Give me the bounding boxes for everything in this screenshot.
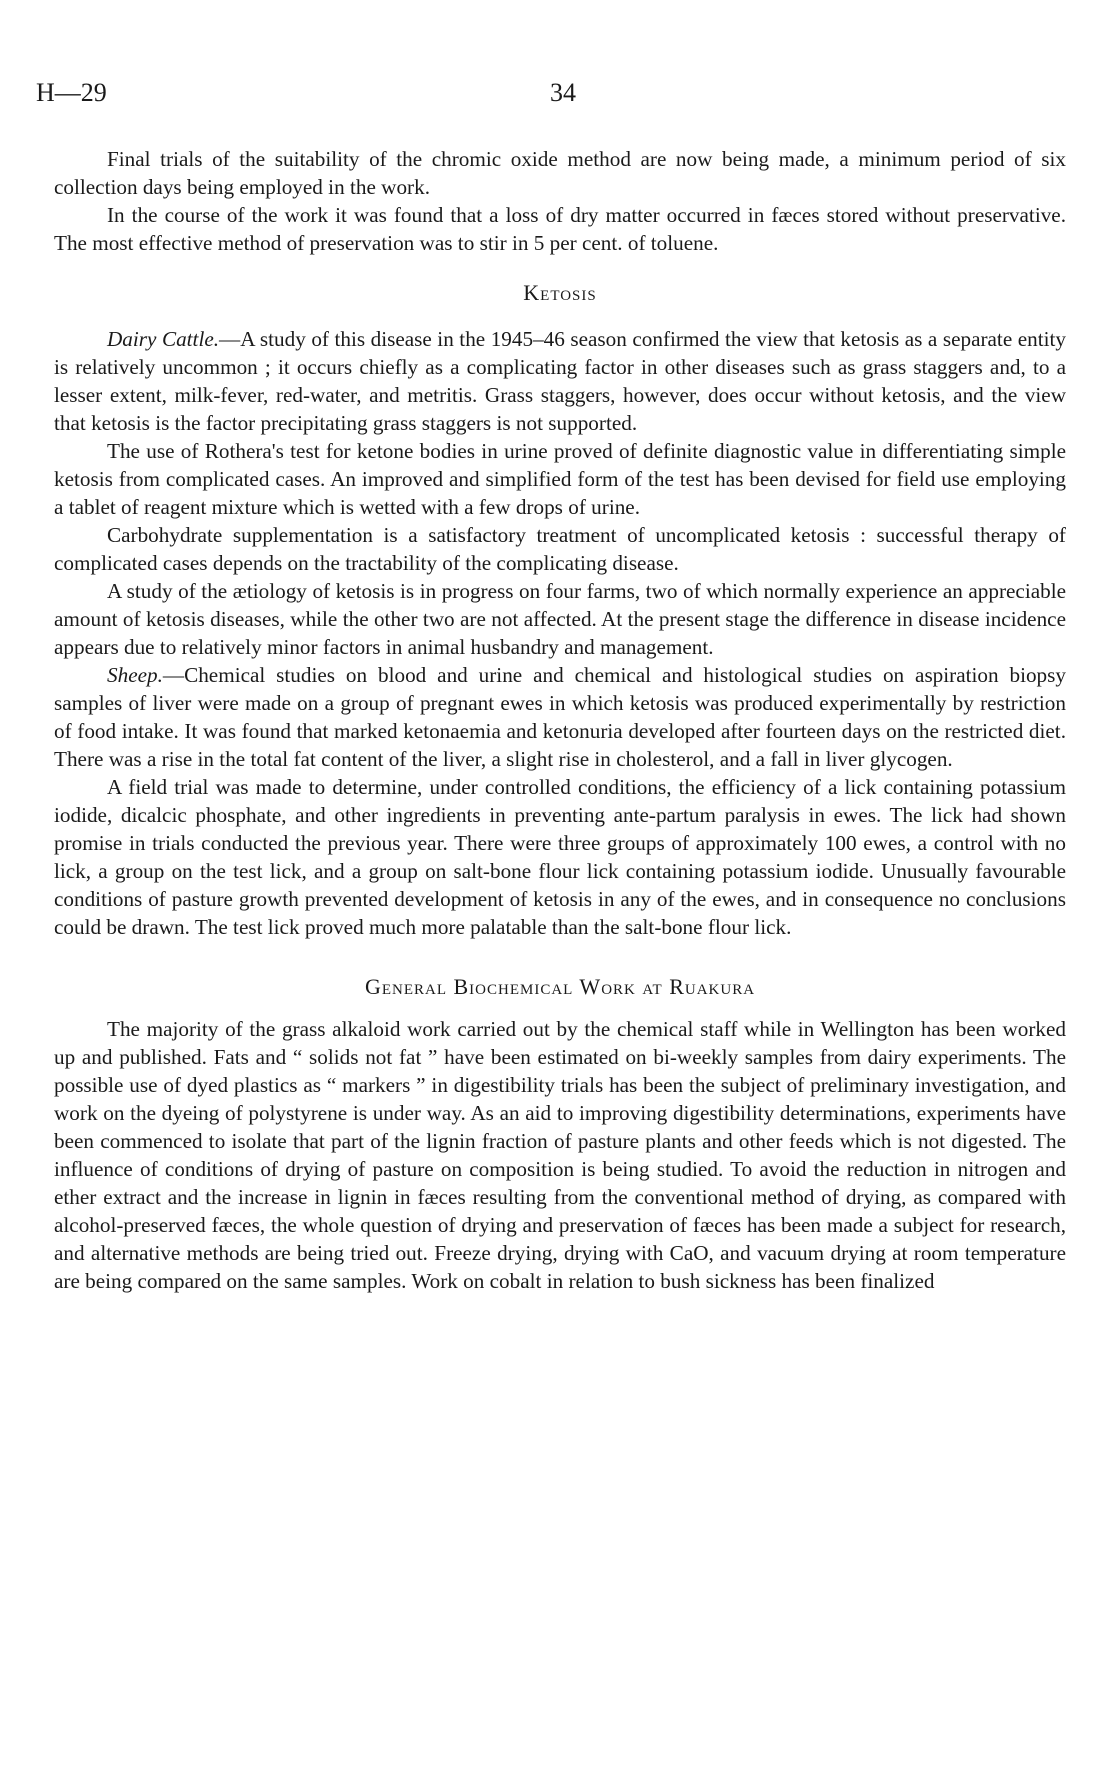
section-heading-general-biochemical: General Biochemical Work at Ruakura [364, 974, 756, 999]
paragraph-field-trial: A field trial was made to determine, under controlled conditions, the efficiency of a lick containing potassium iodide, dicalcic phosphate, and other ingredients in preventing ante-partum paralysis in ewes. The lick had shown promise in trials conducted the previous year. There were three groups of approximately 100 ewes, a control with no lick, a group on the test lick, and a group on salt-bone flour lick containing potassium iodide. Unusually favourable conditions of pasture growth prevented development of ketosis in any of the ewes, and in consequence no conclusions could be drawn. The test lick proved much more palatable than the salt-bone flour lick. [54, 775, 1066, 939]
subheading-dairy-cattle: Dairy Cattle. [107, 327, 220, 351]
paragraph-carbohydrate: Carbohydrate supplementation is a satisfactory treatment of uncomplicated ketosis : successful therapy of complicated cases depends on the tractability of the complicating disease. [54, 523, 1066, 575]
report-reference: H—29 [36, 78, 107, 107]
subheading-sheep: Sheep. [107, 663, 163, 687]
paragraph-sheep-text: —Chemical studies on blood and urine and chemical and histological studies on aspiration biopsy samples of liver were made on a group of pregnant ewes in which ketosis was produced experimentally by restriction of food intake. It was found that marked ketonaemia and ketonuria developed after fourteen days on the restricted diet. There was a rise in the total fat content of the liver, a slight rise in cholesterol, and a fall in liver glycogen. [54, 663, 1066, 771]
page-number: 34 [550, 78, 576, 107]
paragraph-dairy-cattle [54, 325, 1066, 437]
page-header [36, 78, 1060, 118]
paragraph-general-work: The majority of the grass alkaloid work carried out by the chemical staff while in Wellington has been worked up and published. Fats and “ solids not fat ” have been estimated on bi-weekly samples from dairy experiments. The possible use of dyed plastics as “ markers ” in digestibility trials has been the subject of preliminary investigation, and work on the dyeing of polystyrene is under way. As an aid to improving digestibility determinations, experiments have been commenced to isolate that part of the lignin fraction of pasture plants and other feeds which is not digested. The influence of conditions of drying of pasture on composition is being studied. To avoid the reduction in nitrogen and ether extract and the increase in lignin in fæces resulting from the conventional method of drying, as compared with alcohol-preserved fæces, the whole question of drying and preservation of fæces has been made a subject for research, and alternative methods are being tried out. Freeze drying, drying with CaO, and vacuum drying at room temperature are being compared on the same samples. Work on cobalt in relation to bush sickness has been finalized [54, 1017, 1066, 1293]
paragraph-chromic-oxide: Final trials of the suitability of the chromic oxide method are now being made, a minimum period of six collection days being employed in the work. [54, 147, 1066, 199]
paragraph-dairy-cattle-text: —A study of this disease in the 1945–46 season confirmed the view that ketosis as a separate entity is relatively uncommon ; it occurs chiefly as a complicating factor in other diseases such as grass staggers and, to a lesser extent, milk-fever, red-water, and metritis. Grass staggers, however, does occur without ketosis, and the view that ketosis is the factor precipitating grass staggers is not supported. [54, 327, 1066, 435]
paragraph-aetiology: A study of the ætiology of ketosis is in progress on four farms, two of which normally experience an appreciable amount of ketosis diseases, while the other two are not affected. At the present stage the difference in disease incidence appears due to relatively minor factors in animal husbandry and management. [54, 579, 1066, 659]
paragraph-sheep [54, 661, 1066, 773]
section-heading-ketosis: Ketosis [523, 280, 597, 305]
paragraph-rothera-test: The use of Rothera's test for ketone bodies in urine proved of definite diagnostic value in differentiating simple ketosis from complicated cases. An improved and simplified form of the test has been devised for field use employing a tablet of reagent mixture which is wetted with a few drops of urine. [54, 439, 1066, 519]
document-body [54, 145, 1066, 1295]
paragraph-dry-matter: In the course of the work it was found that a loss of dry matter occurred in fæces stored without preservative. The most effective method of preservation was to stir in 5 per cent. of toluene. [54, 203, 1066, 255]
